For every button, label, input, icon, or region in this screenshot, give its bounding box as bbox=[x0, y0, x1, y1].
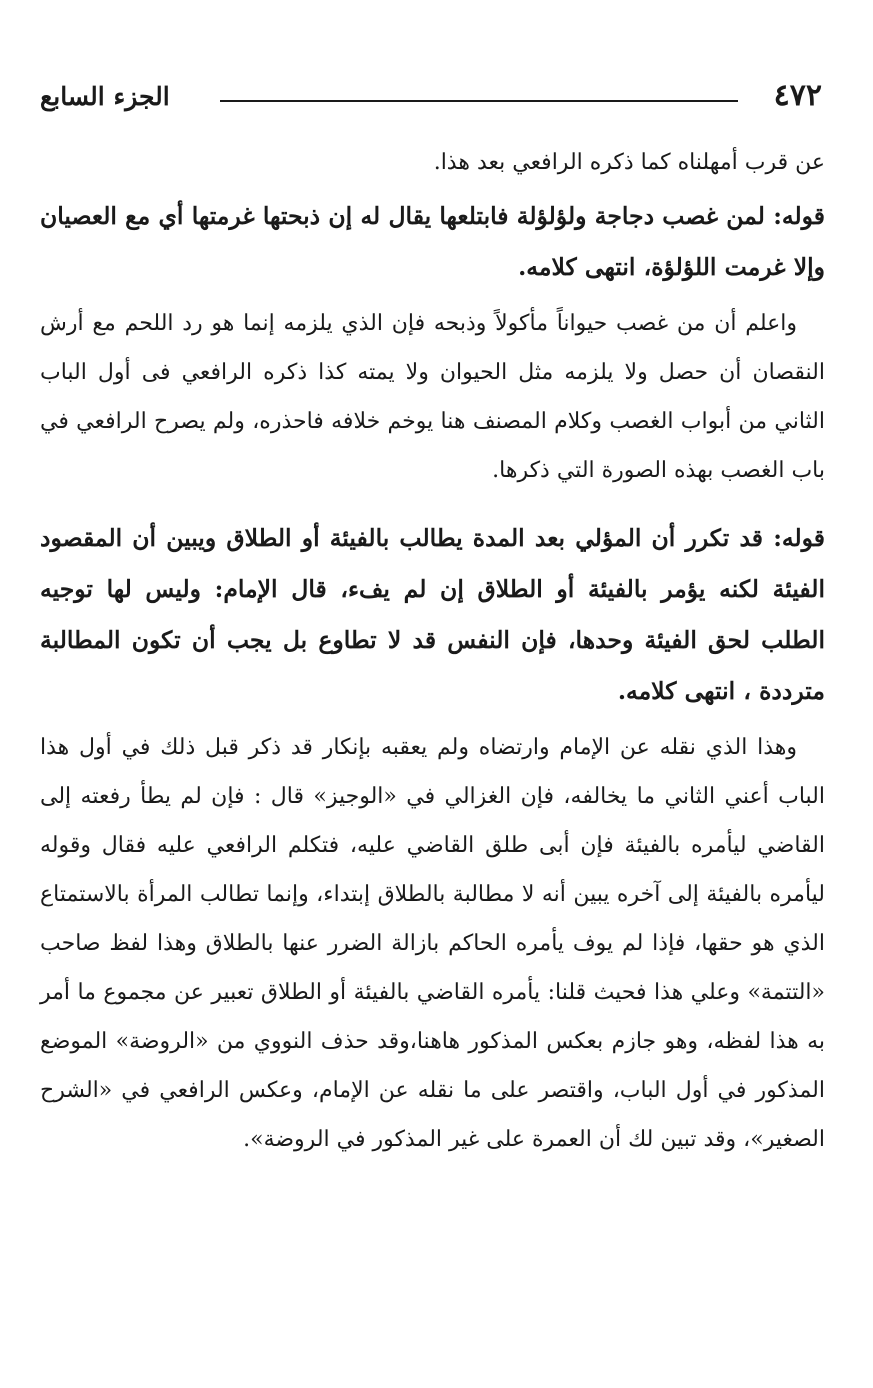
commentary-paragraph bbox=[40, 723, 825, 1164]
page-header bbox=[40, 78, 822, 118]
paragraph-text: عن قرب أمهلناه كما ذكره الرافعي بعد هذا. bbox=[433, 150, 825, 175]
page-number: ٤٧٢ bbox=[773, 78, 822, 113]
quoted-statement bbox=[40, 513, 825, 717]
header-rule bbox=[220, 100, 738, 102]
quoted-statement bbox=[40, 191, 825, 293]
running-title: الجزء السابع bbox=[40, 82, 170, 111]
quote-label: قوله: bbox=[773, 202, 825, 230]
quote-label: قوله: bbox=[773, 524, 825, 552]
quote-text: قد تكرر أن المؤلي بعد المدة يطالب بالفيئة أو الطلاق ويبين أن المقصود الفيئة لكنه يؤمر بالفيئة أو الطلاق إن لم يفء، قال الإمام: وليس لها توجيه الطلب لحق الفيئة وحدها، فإن النفس قد لا تطاوع بل يجب أن تكون المطالبة مترددة ، انتهى كلامه. bbox=[40, 524, 825, 705]
continuation-paragraph bbox=[40, 138, 825, 187]
paragraph-text: واعلم أن من غصب حيواناً مأكولاً وذبحه فإن الذي يلزمه إنما هو رد اللحم مع أرش النقصان أن حصل ولا يلزمه مثل الحيوان ولا يمته كذا ذكره الرافعي فى أول الباب الثاني من أبواب الغصب وكلام المصنف هنا يوخم خلافه فاحذره، ولم يصرح الرافعي في باب الغصب بهذه الصورة التي ذكرها. bbox=[40, 311, 825, 483]
quote-text: لمن غصب دجاجة ولؤلؤلة فابتلعها يقال له إن ذبحتها غرمتها أي مع العصيان وإلا غرمت اللؤلؤة، انتهى كلامه. bbox=[40, 202, 825, 281]
commentary-paragraph bbox=[40, 299, 825, 495]
page-body bbox=[40, 138, 825, 1164]
paragraph-text: وهذا الذي نقله عن الإمام وارتضاه ولم يعقبه بإنكار قد ذكر قبل ذلك في أول هذا الباب أعني الثاني ما يخالفه، فإن الغزالي في «الوجيز» قال : فإن لم يطأ رفعته إلى القاضي ليأمره بالفيئة فإن أبى طلق القاضي عليه، فتكلم الرافعي عليه فقال وقوله ليأمره بالفيئة إلى آخره يبين أنه لا مطالبة بالطلاق إبتداء، وإنما تطالب المرأة بالاستمتاع الذي هو حقها، فإذا لم يوف يأمره الحاكم بازالة الضرر عنها بالطلاق وهذا لفظ صاحب «التتمة» وعلي هذا فحيث قلنا: يأمره القاضي بالفيئة أو الطلاق تعبير عن مجموع ما أمر به هذا لفظه، وهو جازم بعكس المذكور هاهنا،وقد حذف النووي من «الروضة» الموضع المذكور في أول الباب، واقتصر على ما نقله عن الإمام، وعكس الرافعي في «الشرح الصغير»، وقد تبين لك أن العمرة على غير المذكور في الروضة». bbox=[40, 735, 825, 1152]
